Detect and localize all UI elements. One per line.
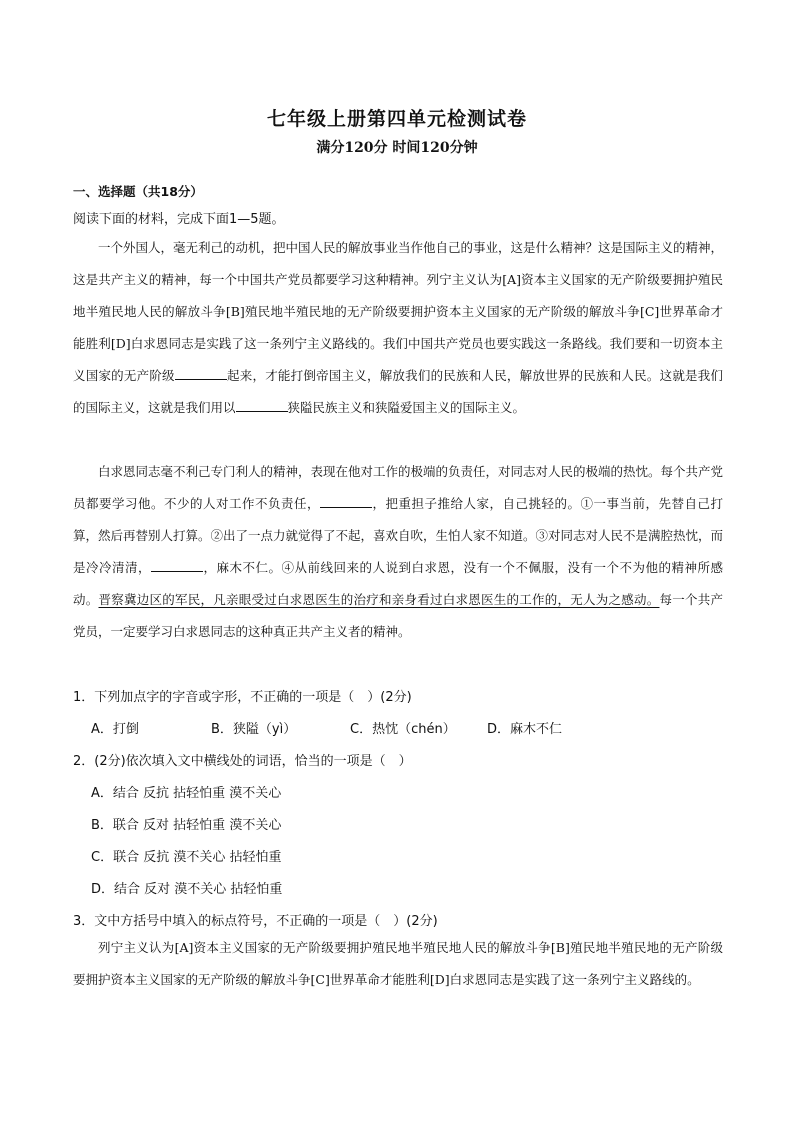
section-heading: 一、选择题（共18分）: [73, 184, 203, 199]
question-1-stem: 1．下列加点字的字音或字形，不正确的一项是（ ）(2分): [73, 690, 412, 705]
page-subtitle: 满分120分 时间120分钟: [316, 140, 478, 156]
question-2-option-a[interactable]: A．结合 反抗 拈轻怕重 漠不关心: [91, 786, 282, 801]
underlined-sentence: 晋察冀边区的军民，凡亲眼受过白求恩医生的治疗和亲身看过白求恩医生的工作的，无人为之感动。: [98, 592, 660, 607]
passage-paragraph-2: [73, 456, 723, 648]
question-1-option-b[interactable]: B．狭隘（yì）: [211, 722, 297, 737]
reading-instruction: 阅读下面的材料，完成下面1—5题。: [73, 212, 285, 227]
passage-text: 狭隘民族主义和狭隘爱国主义的国际主义。: [287, 400, 526, 415]
passage-paragraph-1: [73, 232, 723, 424]
passage-text: ，麻木不仁。④从前线回来的人说到白求恩，没有一个不佩服，没有一个不为他的精神所感动。: [73, 560, 723, 607]
question-3-stem: 3．文中方括号中填入的标点符号，不正确的一项是（ ）(2分): [73, 914, 438, 929]
fill-blank: [175, 367, 227, 380]
question-2-option-c[interactable]: C．联合 反抗 漠不关心 拈轻怕重: [91, 850, 282, 865]
page-title: 七年级上册第四单元检测试卷: [266, 108, 527, 130]
question-2-option-b[interactable]: B．联合 反对 拈轻怕重 漠不关心: [91, 818, 282, 833]
passage-text: 一个外国人，毫无利己的动机，把中国人民的解放事业当作他自己的事业，这是什么精神？这是国际主义的精神，这是共产主义的精神，每一个中国共产党员都要学习这种精神。列宁主义认为[A]资本主义国家的无产阶级要拥护殖民地半殖民地人民的解放斗争[B]殖民地半殖民地的无产阶级要拥护资本主义国家的无产阶级的解放斗争[C]世界革命才能胜利[D]白求恩同志是实践了这一条列宁主义路线的。我们中国共产党员也要实践这一条路线。我们要和一切资本主义国家的无产阶级: [73, 240, 724, 383]
question-1-option-c[interactable]: C．热忱（chén）: [350, 722, 456, 737]
question-1-option-a[interactable]: A．打倒: [91, 722, 139, 737]
passage-text: 每一个共产党员，一定要学习白求恩同志的这种真正共产主义者的精神。: [73, 592, 723, 639]
question-1-option-d[interactable]: D．麻木不仁: [487, 722, 563, 737]
passage-text: ，把重担子推给人家，自己挑轻的。①一事当前，先替自己打算，然后再替别人打算。②出了一点力就觉得了不起，喜欢自吹，生怕人家不知道。③对同志对人民不是满腔热忱，而是冷冷清清，: [73, 496, 724, 575]
passage-text: 白求恩同志毫不利己专门利人的精神，表现在他对工作的极端的负责任，对同志对人民的极端的热忱。每个共产党员都要学习他。不少的人对工作不负责任，: [73, 464, 724, 511]
question-3-quote: 列宁主义认为[A]资本主义国家的无产阶级要拥护殖民地半殖民地人民的解放斗争[B]殖民地半殖民地的无产阶级要拥护资本主义国家的无产阶级的解放斗争[C]世界革命才能胜利[D]白求恩同志是实践了这一条列宁主义路线的。: [73, 940, 723, 987]
passage-text: 起来，才能打倒帝国主义，解放我们的民族和人民，解放世界的民族和人民。这就是我们的国际主义，这就是我们用以: [73, 368, 723, 415]
fill-blank: [320, 495, 372, 508]
question-2-stem: 2．(2分)依次填入文中横线处的词语，恰当的一项是（ ）: [73, 754, 412, 769]
fill-blank: [151, 559, 203, 572]
question-2-option-d[interactable]: D．结合 反对 漠不关心 拈轻怕重: [91, 882, 283, 897]
fill-blank: [236, 399, 288, 412]
